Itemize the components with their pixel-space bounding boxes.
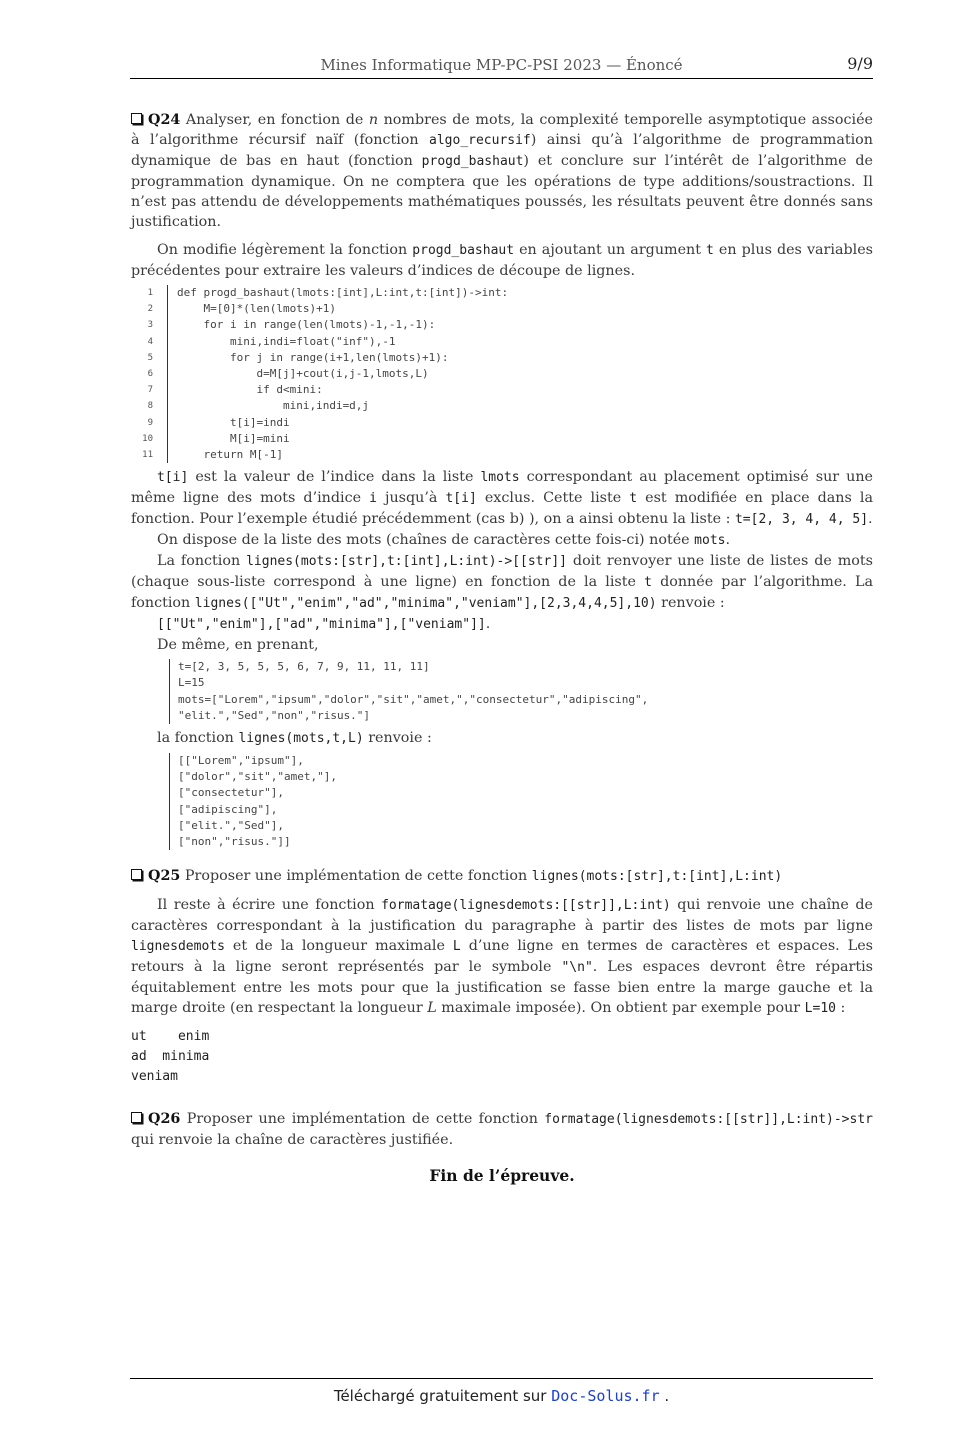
inline-code: lignes(["Ut","enim","ad","minima","veniam"],[2,3,4,4,5],10) [194, 596, 657, 612]
code-line: ["non","risus."]] [178, 835, 291, 849]
text: La fonction [157, 553, 247, 570]
line-number: 7 [131, 382, 168, 398]
line-number: 5 [131, 350, 168, 366]
question-label: Q24 [148, 112, 181, 128]
text: . [485, 616, 491, 633]
output-line: ut enim [131, 1029, 210, 1045]
text: exclus. Cette liste [476, 490, 630, 507]
inline-code: [["Ut","enim"],["ad","minima"],["veniam"]] [157, 617, 486, 633]
text: doit renvoyer une liste de listes de mots (chaque sous-liste correspond à une ligne) en fonction de la liste [131, 553, 873, 591]
inline-code: lignes(mots:[str],t:[int],L:int)->[[str]] [246, 554, 567, 570]
line-code: M=[0]*(len(lmots)+1) [177, 302, 336, 316]
listing-line [131, 382, 873, 398]
text: en plus des variables précédentes pour extraire les valeurs d’indices de découpe de lignes. [131, 242, 873, 279]
text: ) et conclure sur l’intérêt de l’algorithme de programmation dynamique. On ne comptera que les opérations de type additions/soustractions. Il n’est pas attendu de développements mathématiques poussés, les résultats peuvent être donnés sans justification. [131, 153, 873, 230]
text: correspondant au placement optimisé sur une même ligne des mots d’indice [131, 469, 873, 507]
inline-code: t=[2, 3, 4, 4, 5] [734, 512, 869, 528]
listing-line [131, 366, 873, 382]
footer [130, 1378, 873, 1405]
inline-code: t [629, 491, 638, 507]
text: : [835, 1000, 846, 1017]
line-code: for i in range(len(lmots)-1,-1,-1): [177, 318, 436, 332]
text: est modifiée en place dans la fonction. Pour l’exemple étudié précédemment (cas b) ), on a ainsi obtenu la liste : [131, 490, 873, 528]
line-code: return M[-1] [177, 448, 283, 462]
text: qui renvoie une chaîne de caractères correspondant à la justification du paragraphe à partir des listes de mots par ligne [131, 897, 873, 935]
code-line: ["dolor","sit","amet,"], [178, 770, 337, 784]
text: On modifie légèrement la fonction [157, 242, 413, 258]
inline-code: progd_bashaut [421, 154, 524, 169]
line-code: for j in range(i+1,len(lmots)+1): [177, 350, 449, 364]
inline-code: lignes(mots,t,L) [238, 731, 364, 747]
text: . [868, 511, 873, 528]
inline-code: lignes(mots:[str],t:[int],L:int) [531, 869, 783, 885]
footer-link[interactable]: Doc-Solus.fr [551, 1387, 660, 1405]
line-number: 6 [131, 366, 168, 382]
line-code: d=M[j]+cout(i,j-1,lmots,L) [177, 367, 429, 381]
math-L: L [427, 1000, 437, 1017]
question-q24 [131, 110, 873, 232]
inline-code: t [644, 575, 652, 591]
code-line: mots=["Lorem","ipsum","dolor","sit","amet,","consectetur","adipiscing", [178, 692, 649, 706]
code-listing [131, 285, 873, 463]
listing-line [131, 447, 873, 463]
line-code: if d<mini: [177, 383, 323, 397]
code-line: ["elit.","Sed"], [178, 818, 284, 832]
line-code: def progd_bashaut(lmots:[int],L:int,t:[int])->int: [177, 286, 509, 299]
inline-code: lmots [480, 470, 520, 486]
text: Analyser, en fonction de [185, 112, 369, 128]
line-number: 10 [131, 431, 168, 447]
inline-code: algo_recursif [429, 133, 531, 148]
inline-code: i [369, 491, 377, 507]
inline-code: formatage(lignesdemots:[[str]],L:int)->str [544, 1112, 873, 1128]
checkbox-square-icon [131, 1112, 142, 1123]
text: maximale imposée). On obtient par exemple pour [436, 1000, 805, 1017]
header-title: Mines Informatique MP-PC-PSI 2023 — Énoncé [320, 56, 683, 74]
line-code: M[i]=mini [177, 431, 290, 445]
line-number: 9 [131, 415, 168, 431]
inline-code: mots [694, 533, 726, 549]
text: nombres de mots, la complexité temporelle asymptotique associée à l’algorithme récursif naïf (fonction [131, 112, 873, 148]
paragraph-lignes [131, 551, 873, 614]
text: donnée par l’algorithme. La fonction [131, 574, 874, 612]
text: Il reste à écrire une fonction [157, 897, 382, 914]
text: renvoie : [656, 595, 725, 612]
question-label: Q25 [148, 868, 181, 885]
paragraph-formatage [131, 895, 873, 1019]
text: et de la longueur maximale [224, 938, 453, 955]
end-of-exam: Fin de l’épreuve. [429, 1166, 575, 1186]
line-number: 8 [131, 398, 168, 414]
inline-code: t [706, 243, 714, 258]
text: . [725, 532, 731, 549]
inline-code: formatage(lignesdemots:[[str]],L:int) [381, 898, 671, 914]
output-line: veniam [131, 1069, 178, 1085]
code-block-output [169, 753, 873, 850]
listing-line [131, 334, 873, 350]
line-number: 3 [131, 317, 168, 333]
text: la fonction [157, 730, 239, 747]
question-q25 [131, 866, 873, 887]
text: en ajoutant un argument [514, 242, 707, 258]
text: est la valeur de l’indice dans la liste [188, 469, 481, 486]
text: . Les espaces devront être répartis équitablement entre les mots pour que la justification se fasse bien entre la marge gauche et la marge droite (en respectant la longueur [131, 959, 873, 1017]
text: jusqu’à [376, 490, 446, 507]
page-number: 9/9 [847, 54, 873, 73]
text: renvoie : [363, 730, 432, 747]
text: qui renvoie la chaîne de caractères justifiée. [131, 1132, 454, 1149]
inline-code: "\n" [561, 960, 593, 976]
checkbox-square-icon [131, 869, 142, 880]
paragraph-mots [131, 530, 873, 551]
example-output [131, 1027, 873, 1087]
line-number: 4 [131, 334, 168, 350]
code-line: L=15 [178, 676, 205, 690]
code-line: t=[2, 3, 5, 5, 5, 6, 7, 9, 11, 11, 11] [178, 660, 430, 674]
footer-text: Téléchargé gratuitement sur [333, 1387, 552, 1405]
paragraph-de-meme: De même, en prenant, [157, 637, 319, 654]
text: d’une ligne en termes de caractères et espaces. Les retours à la ligne seront représentés par le symbole [131, 938, 874, 976]
listing-line [131, 398, 873, 414]
text: Proposer une implémentation de cette fonction [186, 1111, 545, 1128]
line-number: 11 [131, 447, 168, 463]
inline-code: L [452, 939, 461, 955]
code-line: ["consectetur"], [178, 786, 284, 800]
paragraph-ti [131, 467, 873, 530]
line-code: t[i]=indi [177, 415, 290, 429]
text: ) ainsi qu’à l’algorithme de programmation dynamique de bas en haut (fonction [131, 132, 873, 169]
listing-line [131, 301, 873, 317]
inline-code: lignesdemots [131, 939, 225, 955]
line-code: mini,indi=float("inf"),-1 [177, 334, 396, 348]
document-body [131, 110, 873, 1186]
inline-code: t[i] [445, 491, 477, 507]
math-n: n [368, 112, 379, 128]
result-example-1 [131, 614, 873, 635]
footer-after: . [659, 1387, 670, 1405]
code-line: "elit.","Sed","non","risus."] [178, 708, 371, 722]
paragraph-la-fonction [131, 728, 873, 749]
question-label: Q26 [148, 1111, 181, 1128]
inline-code: t[i] [157, 470, 189, 486]
code-line: ["adipiscing"], [178, 802, 278, 816]
text: On dispose de la liste des mots (chaînes de caractères cette fois-ci) notée [157, 532, 695, 549]
output-line: ad minima [131, 1049, 210, 1065]
paragraph-modif [131, 240, 873, 281]
inline-code: L=10 [804, 1001, 836, 1017]
listing-line [131, 317, 873, 333]
code-block-inputs [169, 659, 873, 724]
checkbox-square-icon [131, 113, 142, 124]
listing-line [131, 285, 873, 301]
question-q26 [131, 1109, 873, 1150]
line-code: mini,indi=d,j [177, 399, 370, 413]
running-header [130, 52, 873, 79]
listing-line [131, 415, 873, 431]
line-number: 2 [131, 301, 168, 317]
inline-code: progd_bashaut [412, 243, 515, 258]
text: Proposer une implémentation de cette fonction [184, 868, 532, 885]
listing-line [131, 431, 873, 447]
code-line: [["Lorem","ipsum"], [178, 754, 304, 768]
listing-line [131, 350, 873, 366]
line-number: 1 [131, 285, 168, 301]
